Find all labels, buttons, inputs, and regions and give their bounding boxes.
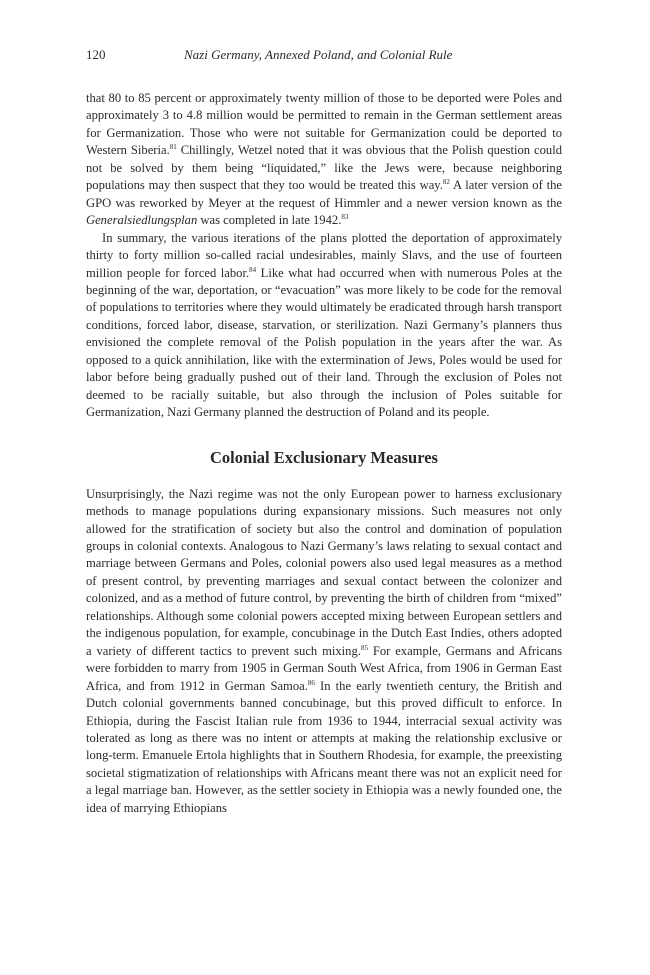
body-text <box>86 90 562 817</box>
footnote-ref: 82 <box>442 178 450 187</box>
book-page <box>86 42 562 817</box>
text-run: In the early twentieth century, the British and Dutch colonial governments banned concubinage, but this proved difficult to enforce. In Ethiopia, during the Fascist Italian rule from 1936 to 1944, interracial sexual activity was tolerated as long as there was no intent or attempts at making the relationship exclusive or long-term. Emanuele Ertola highlights that in Southern Rhodesia, for example, the preexisting societal stigmatization of relationships with Africans meant there was not an explicit need for a legal marriage ban. However, as the settler society in Ethiopia was a newly founded one, the idea of marrying Ethiopians <box>86 678 562 815</box>
text-run: that 80 to 85 percent or approximately twenty million of those to be deported were Poles and approximately 3 to 4.8 million would be permitted to remain in the German settlement areas for Germanization. Those who were not suitable for Germanization could be deported to Western Siberia. <box>86 91 562 158</box>
page-number: 120 <box>86 47 106 62</box>
paragraph <box>86 486 562 818</box>
footnote-ref: 86 <box>307 678 315 687</box>
italic-text: Generalsiedlungsplan <box>86 213 198 228</box>
footnote-ref: 85 <box>360 643 368 652</box>
text-run: was completed in late 1942. <box>197 213 342 228</box>
text-run: Like what had occurred when with numerous Poles at the beginning of the war, deportation, or “evacuation” was more likely to be code for the removal of populations to territories where they would ultimately be eradicated through harsh transport conditions, forced labor, disease, starvation, or sterilization. Nazi Germany’s planners thus envisioned the complete removal of the Polish population in the years after the war. As opposed to a quick annihilation, like with the extermination of Jews, Poles would be used for labor before being gradually pushed out of their land. Through the exclusion of Poles not deemed to be racially suitable, but also through the inclusion of Poles suitable for Germanization, Nazi Germany planned the destruction of Poland and its people. <box>86 265 562 420</box>
text-run: In summary, the various iterations of the plans plotted the deportation of approximately thirty to forty million so-called racial undesirables, mainly Slavs, and the use of fourteen million people for forced labor. <box>86 230 562 280</box>
paragraph <box>86 230 562 422</box>
footnote-ref: 81 <box>169 143 177 152</box>
text-run: For example, Germans and Africans were forbidden to marry from 1905 in German South West Africa, from 1906 in German East Africa, and from 1912 in German Samoa. <box>86 643 562 693</box>
text-run: Chillingly, Wetzel noted that it was obvious that the Polish question could not be solved by them being “liquidated,” like the Jews were, because neighboring populations may then suspect that they too would be treated this way. <box>86 143 562 193</box>
text-run: Unsurprisingly, the Nazi regime was not the only European power to harness exclusionary methods to manage populations during expansionary missions. Such measures not only allowed for the stratification of society but also the control and domination of population groups in colonial contexts. Analogous to Nazi Germany’s laws relating to sexual contact and marriage between Germans and Poles, colonial powers also used legal measures as a method of present control, by preventing marriages and sexual contact between the colonizer and colonized, and as a method of future control, by preventing the birth of children from “mixed” relationships. Although some colonial powers accepted mixing between European settlers and the indigenous population, for example, concubinage in the Dutch East Indies, others adopted a variety of different tactics to prevent such mixing. <box>86 486 562 658</box>
footnote-ref: 83 <box>341 213 349 222</box>
section-heading: Colonial Exclusionary Measures <box>210 447 438 467</box>
text-run: A later version of the GPO was reworked by Meyer at the request of Himmler and a newer version known as the <box>86 178 562 210</box>
running-header <box>86 42 562 68</box>
footnote-ref: 84 <box>249 265 257 274</box>
paragraph <box>86 90 562 230</box>
running-title: Nazi Germany, Annexed Poland, and Colonial Rule <box>184 47 453 62</box>
